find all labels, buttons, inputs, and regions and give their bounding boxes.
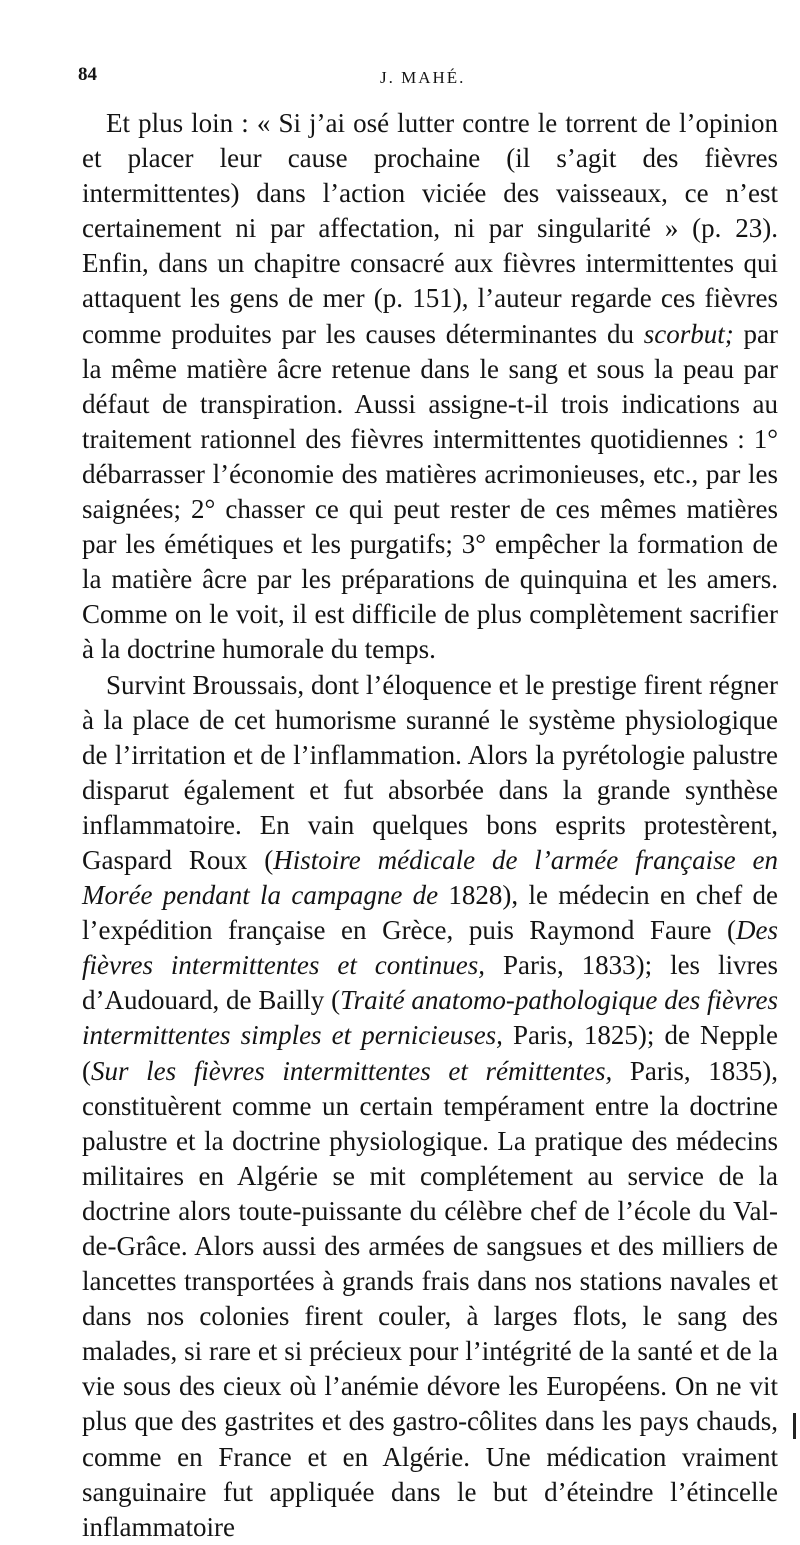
scan-edge-mark	[793, 1413, 796, 1439]
paragraph	[82, 106, 778, 668]
body-text	[82, 106, 778, 1545]
text-segment: par la même matière âcre retenue dans le sang et sous la peau par défaut de transpiration. Aussi assigne-t-il trois indications au traitement rationnel des fièvres intermittentes quotidiennes : 1° débarrasser l’économie des matières acrimonieuses, etc., par les saignées; 2° chasser ce qui peut rester de ces mêmes matières par les émétiques et les purgatifs; 3° empêcher la formation de la matière âcre par les préparations de quinquina et les amers. Comme on le voit, il est difficile de plus complètement sacrifier à la doctrine humorale du temps.	[82, 318, 778, 665]
book-title-citation: Histoire médicale de l’armée française en Morée pendant la campagne de	[82, 844, 779, 911]
book-title-citation: Sur les fièvres intermittentes et rémittentes,	[91, 1055, 613, 1086]
text-segment: 1828), le médecin en chef de l’expédition française en Grèce, puis Raymond Faure (	[82, 880, 779, 946]
page-number: 84	[78, 64, 97, 85]
running-header	[78, 62, 788, 92]
text-segment: Paris, 1825); de Nepple (	[82, 1020, 778, 1086]
text-segment: Paris, 1835), constituèrent comme un certain tempérament entre la doctrine palustre et la doctrine physiologique. La pratique des médecins militaires en Algérie se mit complétement au service de la doctrine alors toute-puissante du célèbre chef de l’école du Val-de-Grâce. Alors aussi des armées de sangsues et des milliers de lancettes transportées à grands frais dans nos stations navales et dans nos colonies firent couler, à larges flots, le sang des malades, si rare et si précieux pour l’intégrité de la santé et de la vie sous des cieux où l’anémie dévore les Européens. On ne vit plus que des gastrites et des gastro-côlites dans les pays chauds, comme en France et en Algérie. Une médication vraiment sanguinaire fut appliquée dans le but d’éteindre l’étincelle inflammatoire	[82, 1055, 778, 1542]
book-title-citation: Des fièvres intermittentes et continues,	[82, 915, 778, 981]
paragraph	[82, 668, 778, 1545]
text-segment: Survint Broussais, dont l’éloquence et le prestige firent régner à la place de cet humorisme suranné le système physiologique de l’irritation et de l’inflammation. Alors la pyrétologie palustre disparut également et fut absorbée dans la grande synthèse inflammatoire. En vain quelques bons esprits protestèrent, Gaspard Roux (	[82, 669, 778, 875]
running-title: J. MAHÉ.	[380, 68, 466, 87]
italic-term: scorbut;	[643, 318, 734, 349]
text-segment: Et plus loin : « Si j’ai osé lutter contre le torrent de l’opinion et placer leur cause prochaine (il s’agit des fièvres intermittentes) dans l’action viciée des vaisseaux, ce n’est certainement ni par affectation, ni par singularité » (p. 23). Enfin, dans un chapitre consacré aux fièvres intermittentes qui attaquent les gens de mer (p. 151), l’auteur regarde ces fièvres comme produites par les causes déterminantes du	[82, 108, 778, 349]
text-segment: Paris, 1833); les livres d’Audouard, de Bailly (	[82, 950, 778, 1016]
book-title-citation: Traité anatomo-pathologique des fièvres intermittentes simples et pernicieuses,	[82, 985, 778, 1051]
